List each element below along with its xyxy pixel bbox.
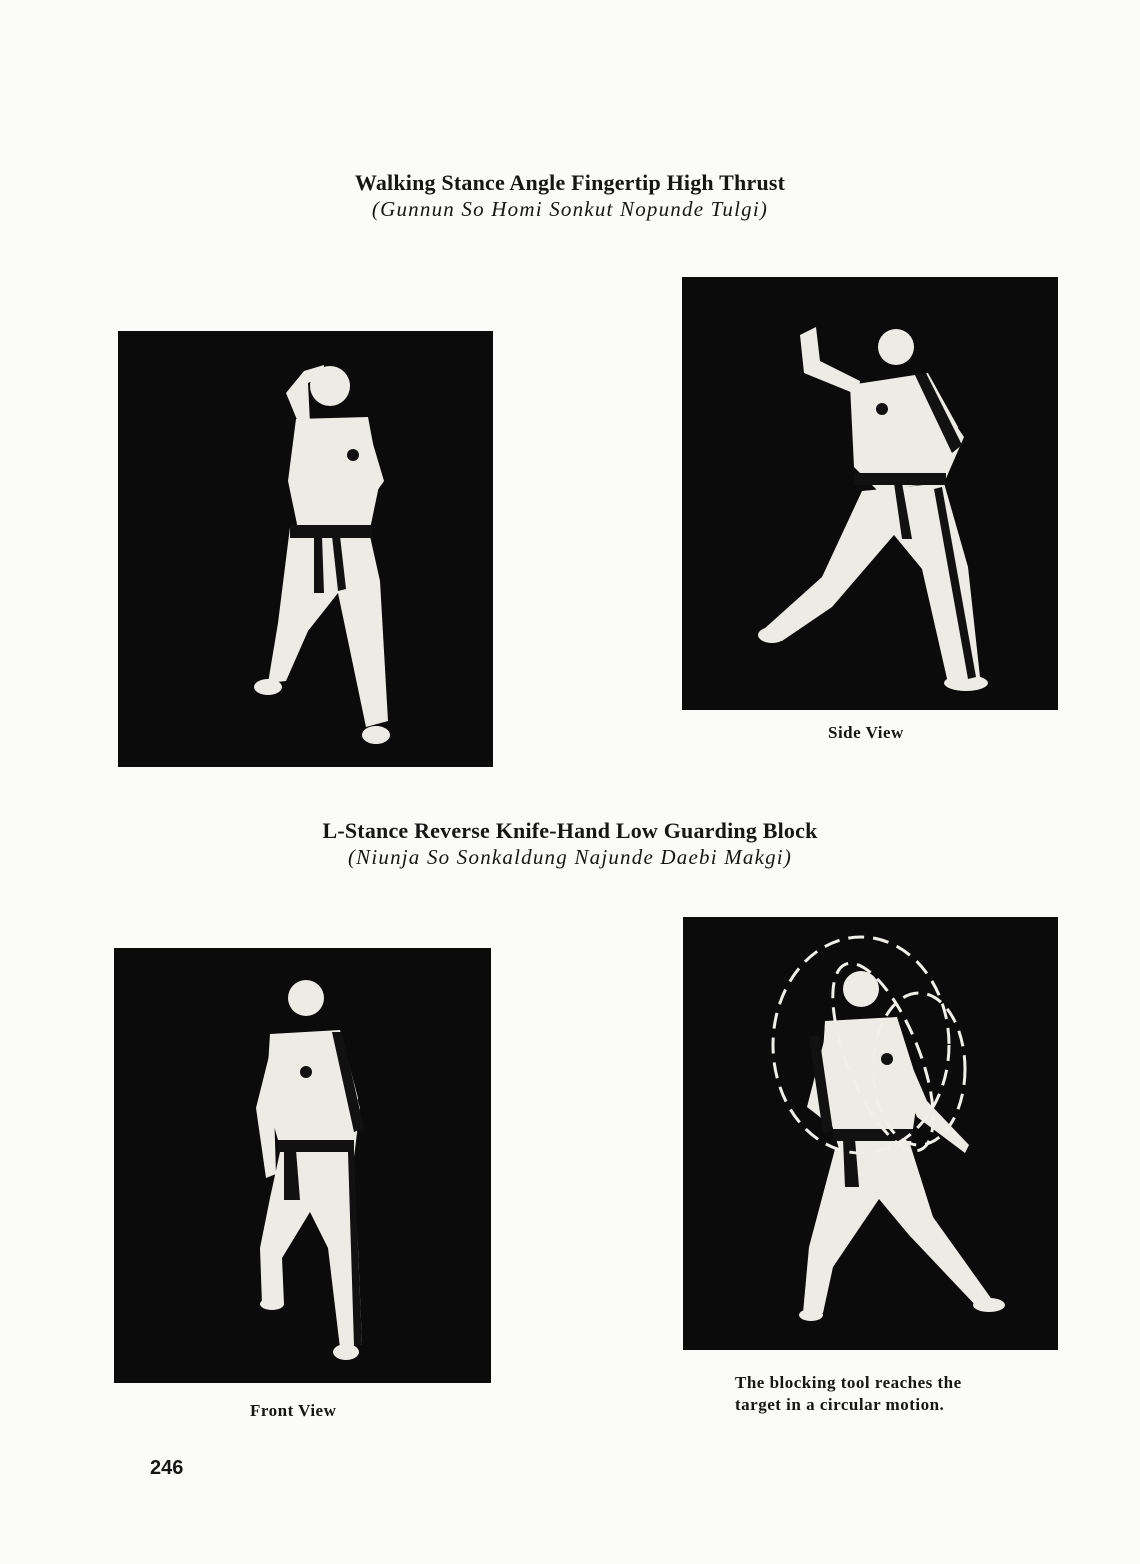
caption-circular-line-1: The blocking tool reaches the bbox=[735, 1373, 962, 1392]
page-number: 246 bbox=[150, 1457, 184, 1479]
photo-guarding-block-front bbox=[114, 948, 491, 1383]
section-1-heading bbox=[0, 170, 1140, 222]
figure-fingertip-thrust-side bbox=[682, 277, 1058, 710]
figure-fingertip-thrust-front bbox=[118, 331, 493, 767]
photo-guarding-block-circular bbox=[683, 917, 1058, 1350]
figure-guarding-block-circular bbox=[683, 917, 1058, 1350]
caption-circular-motion bbox=[735, 1372, 962, 1416]
figure-guarding-block-front bbox=[114, 948, 491, 1383]
caption-front-view: Front View bbox=[250, 1401, 337, 1420]
photo-fingertip-thrust-front bbox=[118, 331, 493, 767]
section-1-subtitle: (Gunnun So Homi Sonkut Nopunde Tulgi) bbox=[371, 197, 769, 221]
caption-circular-line-2: target in a circular motion. bbox=[735, 1395, 945, 1414]
section-2-heading bbox=[0, 818, 1140, 870]
section-2-subtitle: (Niunja So Sonkaldung Najunde Daebi Makgi) bbox=[347, 845, 793, 869]
caption-side-view: Side View bbox=[828, 723, 904, 742]
photo-fingertip-thrust-side bbox=[682, 277, 1058, 710]
section-1-title: Walking Stance Angle Fingertip High Thrust bbox=[354, 170, 786, 195]
section-2-title: L-Stance Reverse Knife-Hand Low Guarding Block bbox=[322, 818, 818, 843]
